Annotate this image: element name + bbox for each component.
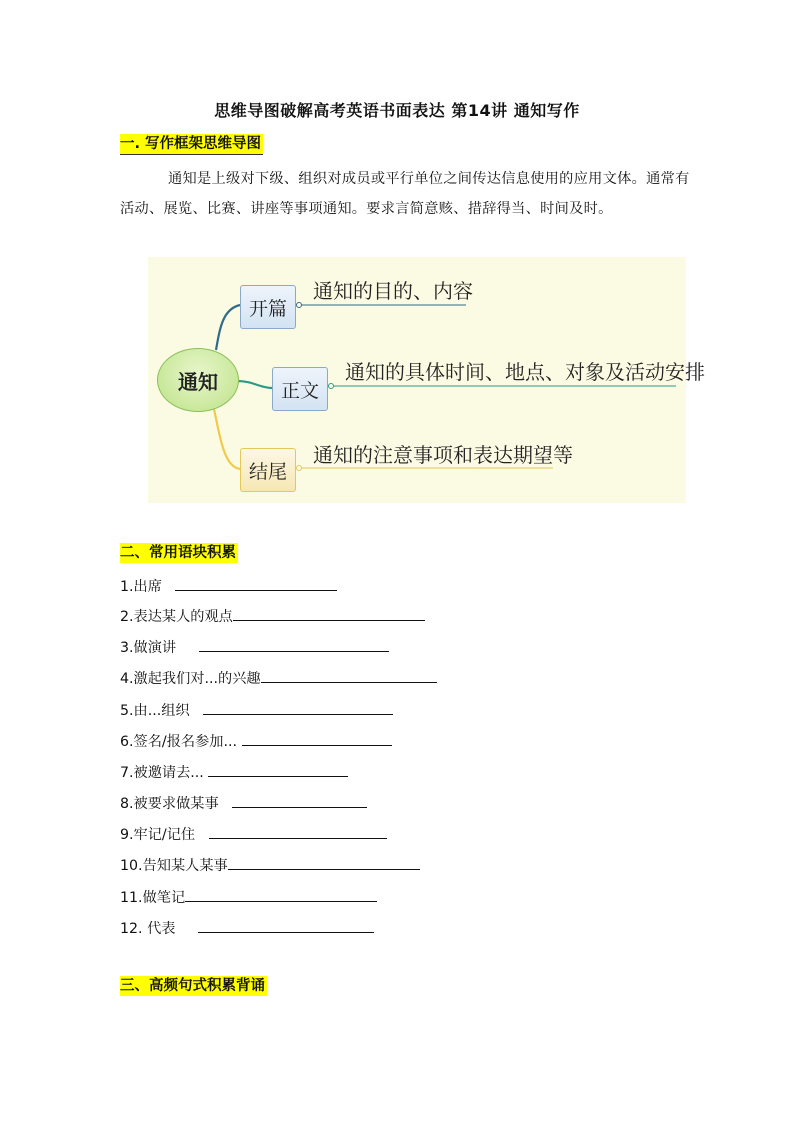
answer-blank xyxy=(228,855,420,870)
phrase-item-11: 11.做笔记 xyxy=(120,887,377,907)
section-heading-framework: 一. 写作框架思维导图 xyxy=(120,134,263,155)
branch-node-opening: 开篇 xyxy=(240,285,296,329)
phrase-item-5: 5.由...组织 xyxy=(120,700,393,720)
answer-blank xyxy=(261,668,437,683)
leaf-text-body: 通知的具体时间、地点、对象及活动安排 xyxy=(345,360,705,384)
phrase-item-9: 9.牢记/记住 xyxy=(120,824,387,844)
leaf-text-opening: 通知的目的、内容 xyxy=(313,279,473,303)
phrase-item-3: 3.做演讲 xyxy=(120,637,389,657)
phrase-item-8: 8.被要求做某事 xyxy=(120,793,367,813)
branch-connector-2 xyxy=(237,381,272,388)
branch-node-body: 正文 xyxy=(272,367,328,411)
answer-blank xyxy=(203,700,393,715)
page-title: 思维导图破解高考英语书面表达 第14讲 通知写作 xyxy=(214,101,580,120)
answer-blank xyxy=(232,793,367,808)
answer-blank xyxy=(233,606,425,621)
phrase-item-4: 4.激起我们对...的兴趣 xyxy=(120,668,437,688)
center-node: 通知 xyxy=(157,348,239,412)
answer-blank xyxy=(209,824,387,839)
phrase-item-12: 12. 代表 xyxy=(120,918,374,938)
section-heading-sentences: 三、高频句式积累背诵 xyxy=(120,978,265,994)
answer-blank xyxy=(199,637,389,652)
phrase-item-1: 1.出席 xyxy=(120,576,337,596)
answer-blank xyxy=(198,918,374,933)
answer-blank xyxy=(185,887,377,902)
section-heading-phrases: 二、常用语块积累 xyxy=(120,545,236,561)
answer-blank xyxy=(242,731,392,746)
branch-connector-1 xyxy=(216,305,240,350)
answer-blank xyxy=(208,762,348,777)
phrase-item-7: 7.被邀请去... xyxy=(120,762,348,782)
phrase-item-10: 10.告知某人某事 xyxy=(120,855,420,875)
mind-map xyxy=(148,257,705,503)
branch-node-ending: 结尾 xyxy=(240,448,296,492)
answer-blank xyxy=(175,576,337,591)
leaf-text-ending: 通知的注意事项和表达期望等 xyxy=(313,443,573,467)
intro-paragraph: 通知是上级对下级、组织对成员或平行单位之间传达信息使用的应用文体。通常有活动、展览、比赛、讲座等事项通知。要求言简意赅、措辞得当、时间及时。 xyxy=(120,171,690,217)
phrase-item-2: 2.表达某人的观点 xyxy=(120,606,425,626)
branch-connector-3 xyxy=(214,409,240,469)
phrase-item-6: 6.签名/报名参加... xyxy=(120,731,392,751)
